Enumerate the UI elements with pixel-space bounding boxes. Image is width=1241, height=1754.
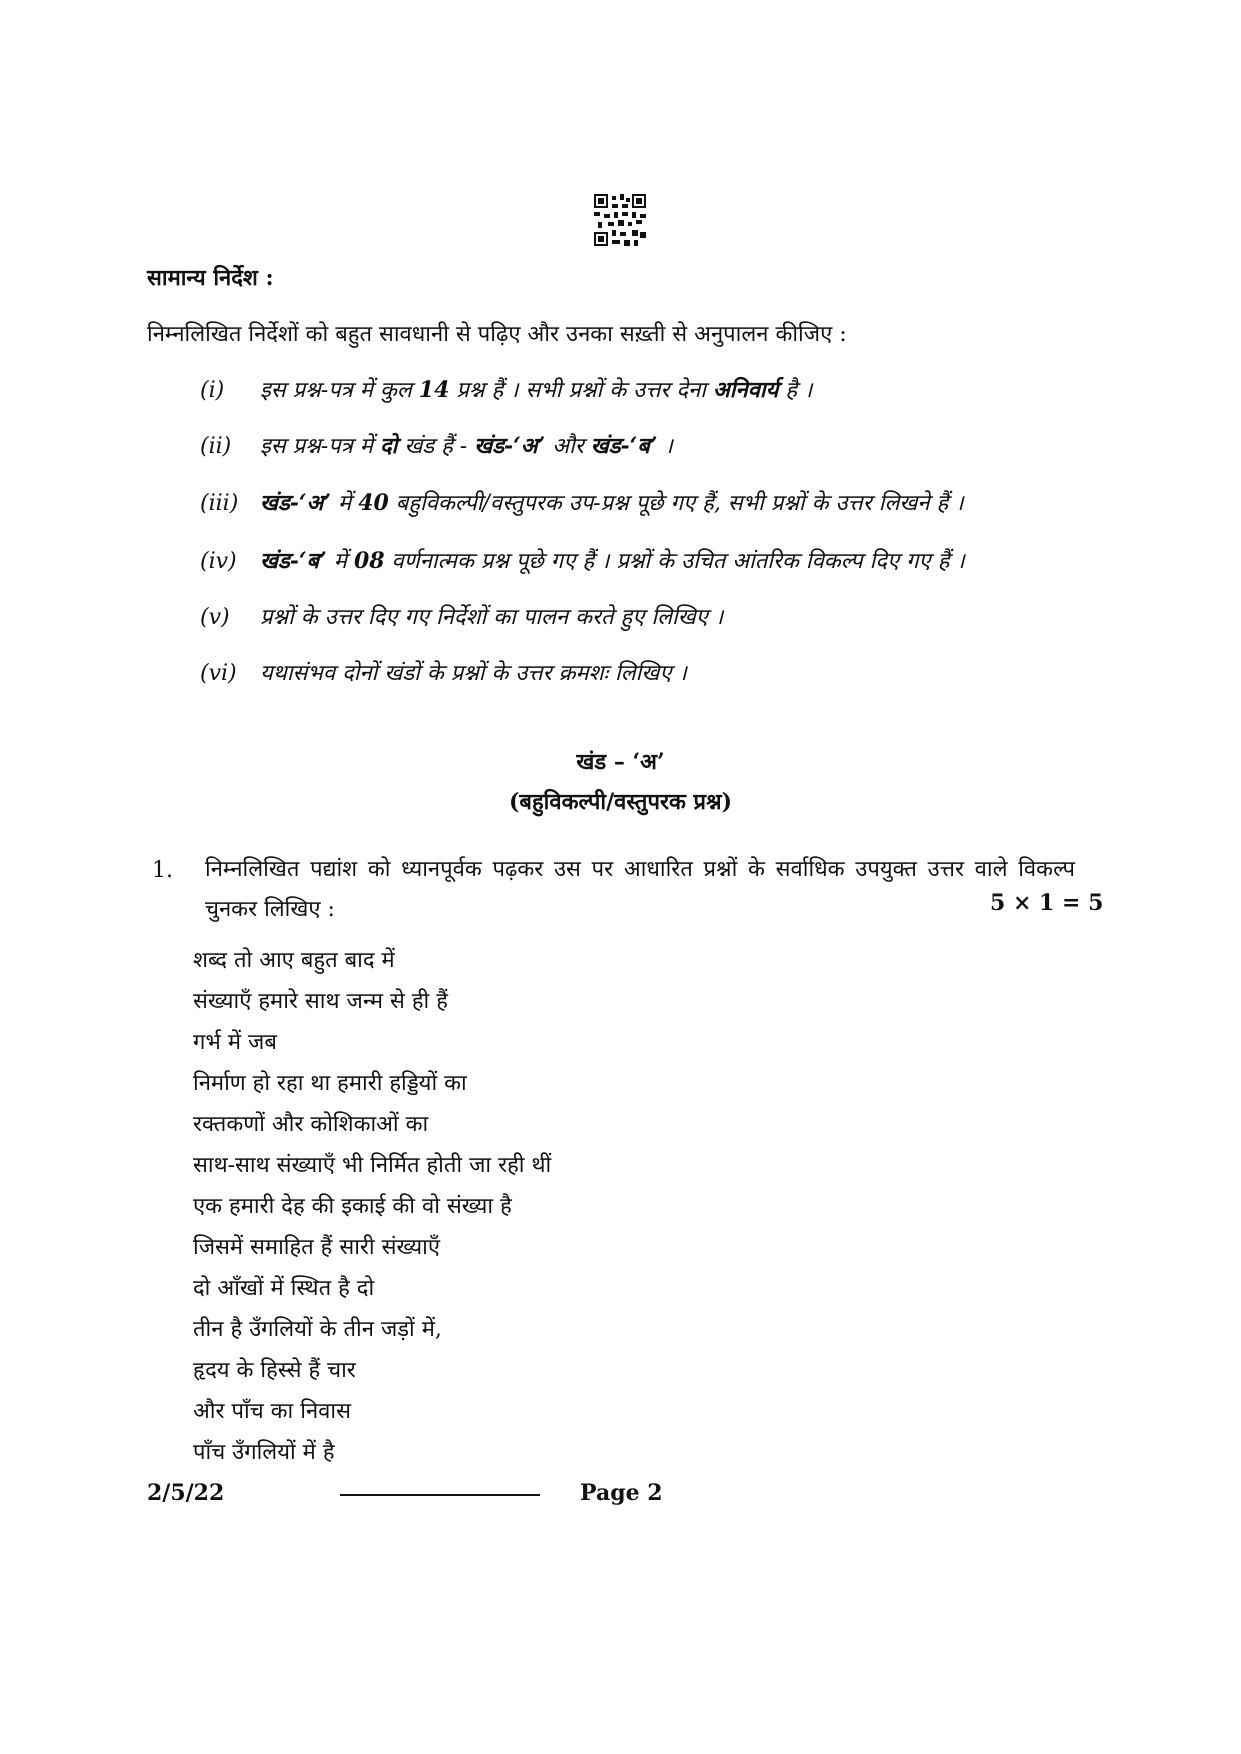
poem-line: दो आँखों में स्थित है दो bbox=[193, 1276, 375, 1301]
instruction-item: (iii) खंड-‘अ’ में 40 बहुविकल्पी/वस्तुपरक उप-प्रश्न पूछे गए हैं, सभी प्रश्नों के उत्तर लिखने हैं । bbox=[200, 490, 964, 516]
poem-line: और पाँच का निवास bbox=[193, 1399, 351, 1424]
question-text: निम्नलिखित पद्यांश को ध्यानपूर्वक पढ़कर उस पर आधारित प्रश्नों के सर्वाधिक उपयुक्त उत्तर वाले विकल्प चुनकर लिखिए : bbox=[205, 857, 1075, 922]
instructions-intro: निम्नलिखित निर्देशों को बहुत सावधानी से पढ़िए और उनका सख़्ती से अनुपालन कीजिए : bbox=[147, 322, 847, 347]
section-title: खंड – ‘अ’ bbox=[576, 749, 665, 775]
instruction-item: (ii) इस प्रश्न-पत्र में दो खंड हैं - खंड-‘अ’ और खंड-‘ब’ । bbox=[200, 433, 673, 459]
poem-line: शब्द तो आए बहुत बाद में bbox=[193, 948, 395, 973]
poem bbox=[193, 940, 551, 1473]
instruction-number: (iv) bbox=[200, 549, 237, 574]
poem-line: पाँच उँगलियों में है bbox=[193, 1440, 335, 1465]
poem-line: निर्माण हो रहा था हमारी हड्डियों का bbox=[193, 1071, 467, 1096]
instruction-number: (v) bbox=[200, 605, 230, 630]
instruction-item: (v) प्रश्नों के उत्तर दिए गए निर्देशों का पालन करते हुए लिखिए । bbox=[200, 605, 724, 630]
page-title: सामान्य निर्देश : bbox=[147, 265, 274, 291]
qr-code-icon bbox=[594, 194, 646, 246]
instruction-number: (vi) bbox=[200, 661, 237, 686]
poem-line: संख्याएँ हमारे साथ जन्म से ही हैं bbox=[193, 989, 448, 1014]
instruction-item: (iv) खंड-‘ब’ में 08 वर्णनात्मक प्रश्न पूछे गए हैं । प्रश्नों के उचित आंतरिक विकल्प दिए गए हैं । bbox=[200, 548, 965, 574]
question-marks: 5 × 1 = 5 bbox=[990, 890, 1104, 916]
page-number: Page 2 bbox=[580, 1480, 663, 1506]
poem-line: हृदय के हिस्से हैं चार bbox=[193, 1358, 356, 1383]
instruction-item: (vi) यथासंभव दोनों खंडों के प्रश्नों के उत्तर क्रमशः लिखिए । bbox=[200, 661, 687, 686]
paper-code: 2/5/22 bbox=[147, 1480, 225, 1506]
instruction-number: (ii) bbox=[200, 434, 232, 459]
footer-divider bbox=[340, 1494, 540, 1496]
section-subtitle: (बहुविकल्पी/वस्तुपरक प्रश्न) bbox=[508, 789, 732, 815]
instruction-number: (i) bbox=[200, 378, 225, 403]
poem-line: तीन है उँगलियों के तीन जड़ों में, bbox=[193, 1317, 442, 1342]
poem-line: साथ-साथ संख्याएँ भी निर्मित होती जा रही थीं bbox=[193, 1153, 552, 1178]
poem-line: रक्तकणों और कोशिकाओं का bbox=[193, 1112, 429, 1137]
poem-line: जिसमें समाहित हैं सारी संख्याएँ bbox=[193, 1235, 440, 1260]
instruction-number: (iii) bbox=[200, 491, 239, 516]
question-number: 1. bbox=[152, 858, 173, 883]
instruction-item: (i) इस प्रश्न-पत्र में कुल 14 प्रश्न हैं । सभी प्रश्नों के उत्तर देना अनिवार्य है । bbox=[200, 377, 813, 403]
poem-line: एक हमारी देह की इकाई की वो संख्या है bbox=[193, 1194, 512, 1219]
poem-line: गर्भ में जब bbox=[193, 1030, 277, 1055]
